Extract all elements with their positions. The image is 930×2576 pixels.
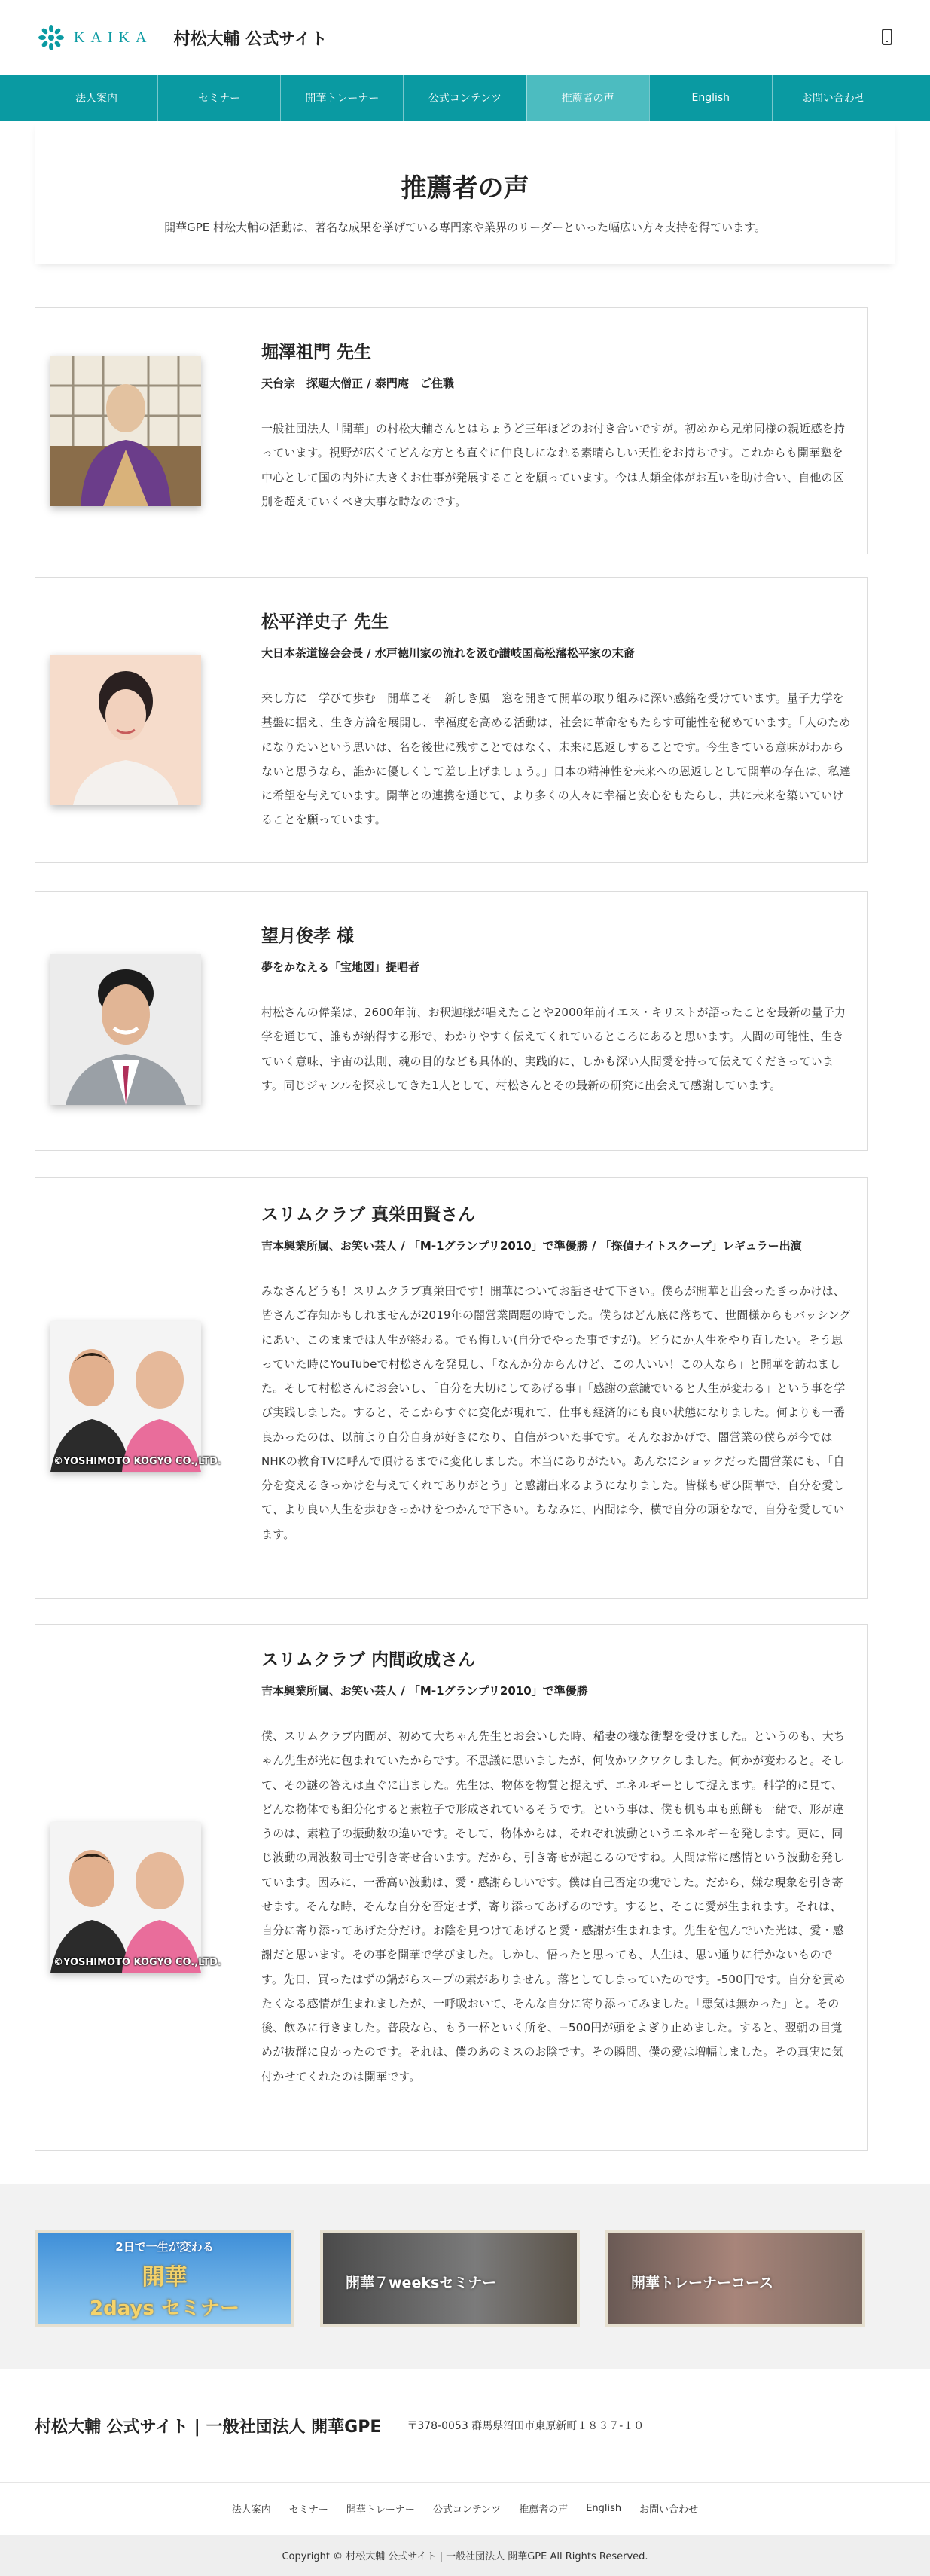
endorser-content [261,608,852,832]
site-header [0,0,930,75]
footer-nav [0,2482,930,2535]
endorser-role: 夢をかなえる「宝地図」提唱者 [261,960,420,974]
phone-icon[interactable] [882,29,892,45]
footer-nav-item[interactable]: 法人案内 [231,2504,271,2516]
banner-sub-text: 2days セミナー [90,2297,239,2320]
footer-nav-item[interactable]: English [586,2503,622,2514]
site-logo[interactable] [38,24,152,51]
footer-nav-item[interactable]: 公式コンテンツ [432,2504,502,2516]
banner-7weeks-seminar[interactable] [320,2230,580,2327]
footer-nav-item[interactable]: 開華トレーナー [346,2504,415,2516]
logo-text: KAIKA [74,29,153,46]
banner-top-text: 2日で一生が変わる [115,2240,214,2254]
endorser-content [261,1646,852,2089]
endorser-photo [50,1321,221,1472]
nav-item-english[interactable]: English [649,75,772,121]
nav-item-trainer[interactable]: 開華トレーナー [280,75,403,121]
nav-item-contact[interactable]: お問い合わせ [772,75,895,121]
endorser-text: みなさんどうも！スリムクラブ真栄田です！開華についてお話させて下さい。僕らが開華と出会ったきっかけは、皆さんご存知かもしれませんが2019年の闇営業問題の時でした。僕らはどん底に落ちて、世間様からもバッシングにあい、このままでは人生が終わる。でも悔しい(自分でやった事ですが)。どうにか人生をやり直したい。そう思っていた時にYouTubeで村松さんを発見し、「なんか分からんけど、この人いい！この人なら」と開華を訪ねました。そして村松さんにお会いし、「自分を大切にしてあげる事」「感謝の意識でいると人生が変わる」という事を学び実践しました。すると、そこからすぐに変化が現れて、仕事も経済的にも良い状態になりました。何よりも一番良かったのは、以前より自分自身が好きになり、自信がついた事です。そんなおかげで、闇営業の僕らが今ではNHKの教育TVに呼んで頂けるまでに変化しました。本当にありがたい。あんなにショックだった闇営業にも、「自分を変えるきっかけを与えてくれてありがとう」と感謝出来るようになりました。皆様もぜひ開華で、自分を愛して、より良い人生を歩むきっかけをつかんで下さい。ちなみに、内間は今、横で自分の頭をなで、自分を愛しています。 [261,1284,851,1541]
endorser-text: 村松さんの偉業は、2600年前、お釈迦様が唱えたことや2000年前イエス・キリストが語ったことを最新の量子力学を通じて、誰もが納得する形で、わかりやすく伝えてくれているところにあると思います。人間の可能性、生きていく意味、宇宙の法則、魂の目的なども具体的、実践的に、しかも深い人間愛を持って伝えてくださっています。同じジャンルを探求してきた1人として、村松さんとその最新の研究に出会えて感謝しています。 [261,1006,846,1092]
endorser-role: 天台宗 探題大僧正 / 泰門庵 ご住職 [261,377,454,390]
page-intro: 開華GPE 村松大輔の活動は、著名な成果を挙げている専門家や業界のリーダーといった幅広い方々支持を得ています。 [164,221,766,234]
endorser-photo [50,954,201,1105]
endorser-content [261,338,852,514]
endorser-name: スリムクラブ 真栄田賢さん [261,1205,476,1225]
photo-credit: ©YOSHIMOTO KOGYO CO.,LTD. [53,1957,221,1968]
endorser-text: 一般社団法人「開華」の村松大輔さんとはちょうど三年ほどのお付き合いですが。初めから兄弟同様の親近感を持っています。視野が広くてどんな方とも直ぐに仲良しになれる素晴らしい天性をお持ちです。これからも開華塾を中心として国の内外に大きくお仕事が発展することを願っています。今は人類全体がお互いを助け合い、自他の区別を超えていくべき大事な時なのです。 [261,422,846,508]
endorser-content [261,1201,852,1546]
footer-nav-item[interactable]: 推薦者の声 [519,2504,569,2516]
endorser-card [35,577,868,863]
endorser-name: スリムクラブ 内間政成さん [261,1650,476,1670]
banner-2days-seminar[interactable] [35,2230,294,2327]
banner-trainer-course[interactable] [605,2230,865,2327]
banner-label: 開華７weeksセミナー [346,2275,497,2291]
endorser-name: 堀澤祖門 先生 [261,343,372,362]
footer-nav-item[interactable]: お問い合わせ [639,2504,699,2516]
nav-item-contents[interactable]: 公式コンテンツ [403,75,526,121]
endorser-text: 来し方に 学びて歩む 開華こそ 新しき風 窓を開きて開華の取り組みに深い感銘を受けています。量子力学を基盤に据え、生き方論を展開し、幸福度を高める活動は、社会に革命をもたらす可能性を秘めています。「人のためになりたいという思いは、名を後世に残すことではなく、未来に恩返しすることです。今生きている意味がわからないと思うなら、誰かに優しくして差し上げましょう。」日本の精神性を未来への恩返しとして開華の存在は、私達に希望を与えています。開華との連携を通じて、より多くの人々に幸福と安心をもたらし、共に未来を築いていけることを願っています。 [261,691,851,827]
footer [0,2369,930,2482]
endorser-text: 僕、スリムクラブ内間が、初めて大ちゃん先生とお会いした時、稲妻の様な衝撃を受けました。というのも、大ちゃん先生が光に包まれていたからです。不思議に思いましたが、何故かワクワクしました。何かが変わると。そして、その謎の答えは直ぐに出ました。先生は、物体を物質と捉えず、エネルギーとして捉えます。科学的に見て、どんな物体でも細分化すると素粒子で形成されているそうです。という事は、僕も机も車も煎餅も一緒で、形が違うのは、素粒子の振動数の違いです。そして、物体からは、それぞれ波動というエネルギーを発します。更に、同じ波動の周波数同士で引き寄せ合います。だから、引き寄せが起こるのですね。人間は常に感情という波動を発しています。因みに、一番高い波動は、愛・感謝らしいです。僕は自己否定の塊でした。だから、嫌な現象を引き寄せます。そんな時、そんな自分を否定せず、寄り添ってあげるのです。すると、そこに愛が生まれます。それは、自分に寄り添ってあげた分だけ。お陰を見つけてあげると愛・感謝が生まれます。先生を包んでいた光は、愛・感謝だと思います。その事を開華で学びました。しかし、悟ったと思っても、人生は、思い通りに行かないものです。先日、買ったはずの鍋がらスープの素がありません。落としてしまっていたのです。-500円です。自分を責めたくなる感情が生まれましたが、一呼吸おいて、そんな自分に寄り添ってみました。「悪気は無かった」と。その後、飲みに行きました。普段なら、もう一杯といく所を、−500円が頭をよぎり止めました。すると、翌朝の目覚めが抜群に良かったのです。それは、僕のあのミスのお陰です。その瞬間、僕の愛は増幅しました。その真実に気付かせてくれたのは開華です。 [261,1729,846,2083]
footer-address: 〒378-0053 群馬県沼田市東原新町１８３７-１０ [407,2420,645,2432]
endorser-card [35,1624,868,2151]
nav-item-testimonials[interactable]: 推薦者の声 [526,75,649,121]
banner-label: 開華トレーナーコース [631,2275,774,2291]
endorser-photo [50,1822,221,1973]
endorser-card [35,307,868,554]
flower-logo-icon [38,24,65,51]
site-title[interactable]: 村松大輔 公式サイト [173,29,328,49]
endorser-role: 大日本茶道協会会長 / 水戸徳川家の流れを汲む讃岐国高松藩松平家の末裔 [261,646,635,660]
endorser-name: 望月俊孝 様 [261,926,355,946]
main-nav [0,75,930,121]
page-header [35,121,895,264]
banner-main-text: 開華 [142,2264,188,2291]
endorser-name: 松平洋史子 先生 [261,612,389,632]
endorser-role: 吉本興業所属、お笑い芸人 / 「M-1グランプリ2010」で準優勝 [261,1684,588,1698]
photo-credit: ©YOSHIMOTO KOGYO CO.,LTD. [53,1456,221,1467]
endorser-photo [50,655,201,805]
nav-item-seminar[interactable]: セミナー [157,75,280,121]
endorser-card [35,1177,868,1599]
footer-title[interactable]: 村松大輔 公式サイト | 一般社団法人 開華GPE [35,2417,382,2437]
page-title: 推薦者の声 [401,173,529,203]
endorser-role: 吉本興業所属、お笑い芸人 / 「M-1グランプリ2010」で準優勝 / 「探偵ナイトスクープ」レギュラー出演 [261,1239,802,1253]
nav-item-corporate[interactable]: 法人案内 [35,75,157,121]
endorser-photo [50,356,201,506]
endorser-content [261,922,852,1097]
copyright: Copyright © 村松大輔 公式サイト | 一般社団法人 開華GPE All Rights Reserved. [0,2535,930,2576]
endorser-card [35,891,868,1151]
footer-nav-item[interactable]: セミナー [288,2504,328,2516]
